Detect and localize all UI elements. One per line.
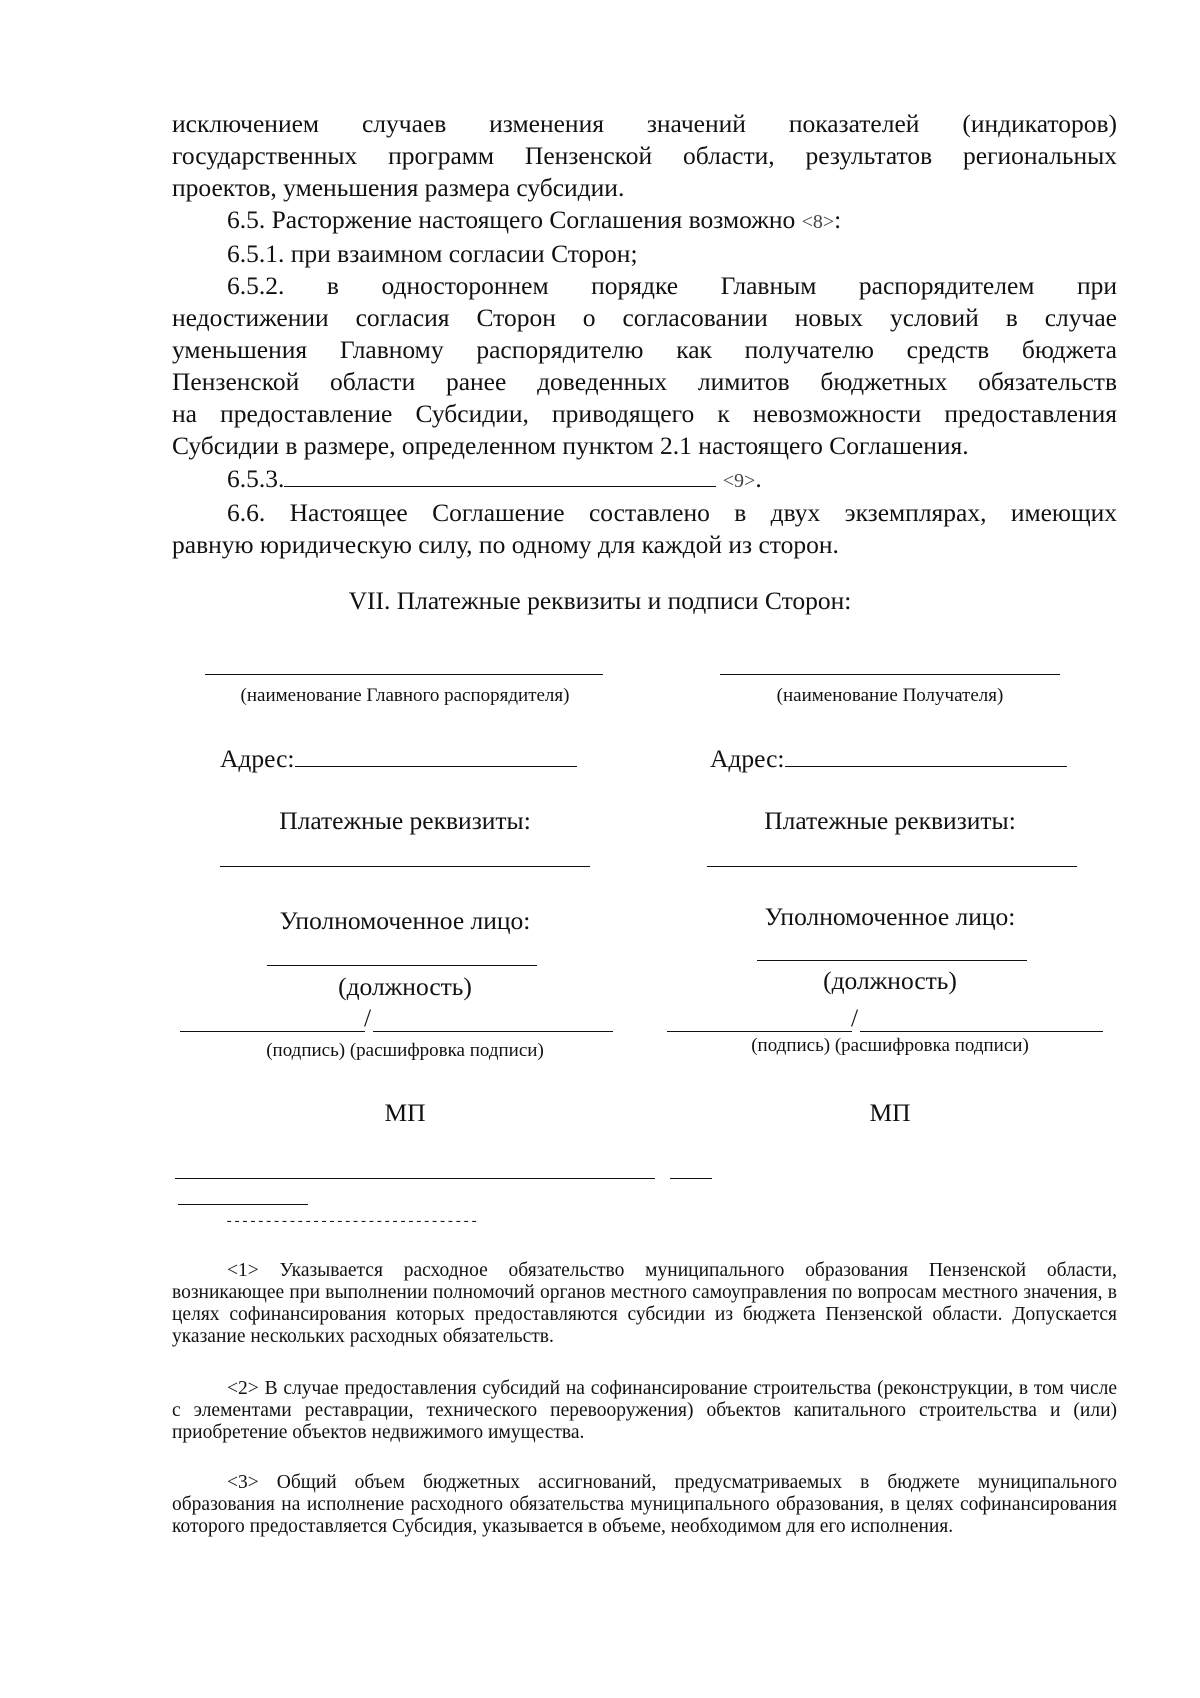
footnote-text: <3> Общий объем бюджетных ассигнований, предусматриваемых в бюджете муниципального образования на исполнение расходного обязательства муниципального образования, в целях софинансирования которого предоставляется Субсидия, указывается в объеме, необходимом для его исполнения. xyxy=(172,1472,1117,1537)
paragraph-line: государственных программ Пензенской области, результатов региональных xyxy=(172,141,1117,170)
footnote-rule-short xyxy=(670,1178,712,1179)
signature-decode-line xyxy=(373,1031,613,1032)
paragraph-line: 6.6. Настоящее Соглашение составлено в двух экземплярах, имеющих xyxy=(227,498,1117,527)
paragraph-line: проектов, уменьшения размера субсидии. xyxy=(172,173,625,202)
clause-text: 6.5. Расторжение настоящего Соглашения возможно xyxy=(227,205,796,234)
footnote-separator: -------------------------------- xyxy=(225,1214,478,1230)
name-caption: (наименование Получателя) xyxy=(776,685,1004,706)
address-label: Адрес: xyxy=(220,744,295,773)
footnote-ref: <8> xyxy=(801,211,835,233)
address-row xyxy=(220,742,577,774)
paragraph-line: Пензенской области ранее доведенных лимитов бюджетных обязательств xyxy=(172,367,1117,396)
paragraph-line: 6.5.2. в одностороннем порядке Главным распорядителем при xyxy=(227,271,1117,300)
clause-end: . xyxy=(755,464,762,493)
signature-slash: / xyxy=(851,1003,859,1032)
address-label: Адрес: xyxy=(710,744,785,773)
requisites-line xyxy=(707,866,1077,867)
signature-caption: (подпись) (расшифровка подписи) xyxy=(266,1040,544,1061)
blank-line xyxy=(284,462,716,487)
paragraph-line: исключением случаев изменения значений показателей (индикаторов) xyxy=(172,109,1117,138)
clause-end: : xyxy=(834,205,842,234)
address-row xyxy=(710,742,1067,774)
stamp-label: МП xyxy=(384,1098,426,1127)
footnote xyxy=(172,1472,1117,1538)
authorized-label: Уполномоченное лицо: xyxy=(764,902,1016,931)
requisites-line xyxy=(220,866,590,867)
authorized-label: Уполномоченное лицо: xyxy=(279,906,531,935)
signature-decode-line xyxy=(860,1031,1103,1032)
paragraph-line: недостижении согласия Сторон о согласовании новых условий в случае xyxy=(172,303,1117,332)
footnote-text: <2> В случае предоставления субсидий на софинансирование строительства (реконструкции, в том числе с элементами реставрации, технического перевооружения) объектов капитального строительства и (или) приобретение объектов недвижимого имущества. xyxy=(172,1378,1117,1443)
address-line xyxy=(295,742,577,767)
name-caption: (наименование Главного распорядителя) xyxy=(240,685,570,706)
name-line xyxy=(205,674,603,675)
paragraph-line: уменьшения Главному распорядителю как получателю средств бюджета xyxy=(172,335,1117,364)
position-caption: (должность) xyxy=(338,972,472,1001)
position-line xyxy=(267,965,537,966)
paragraph-line: равную юридическую силу, по одному для каждой из сторон. xyxy=(172,530,839,559)
requisites-label: Платежные реквизиты: xyxy=(764,806,1016,835)
footnote xyxy=(172,1260,1117,1348)
clause-6-5-1: 6.5.1. при взаимном согласии Сторон; xyxy=(227,239,638,268)
signature-slash: / xyxy=(364,1003,372,1032)
signature-line xyxy=(667,1031,852,1032)
footnote-rule-small xyxy=(178,1204,308,1205)
footnote-rule xyxy=(175,1178,655,1179)
section-title: VII. Платежные реквизиты и подписи Сторон: xyxy=(348,586,852,615)
footnote-text: <1> Указывается расходное обязательство муниципального образования Пензенской области, возникающее при выполнении полномочий органов местного самоуправления по вопросам местного значения, в целях софинансирования которых предоставляются субсидии из бюджета Пензенской области. Допускается указание нескольких расходных обязательств. xyxy=(172,1260,1117,1347)
signature-line xyxy=(180,1031,365,1032)
clause-6-5 xyxy=(172,204,1117,238)
footnote-ref: <9> xyxy=(722,470,756,492)
clause-6-5-3 xyxy=(172,462,1117,497)
name-line xyxy=(720,674,1060,675)
stamp-label: МП xyxy=(869,1098,911,1127)
clause-text: 6.5.3. xyxy=(227,464,285,493)
position-caption: (должность) xyxy=(823,966,957,995)
footnote xyxy=(172,1378,1117,1444)
body-text xyxy=(172,108,1117,561)
requisites-label: Платежные реквизиты: xyxy=(279,806,531,835)
address-line xyxy=(785,742,1067,767)
position-line xyxy=(757,960,1027,961)
paragraph-line: Субсидии в размере, определенном пунктом 2.1 настоящего Соглашения. xyxy=(172,431,969,460)
paragraph-line: на предоставление Субсидии, приводящего к невозможности предоставления xyxy=(172,399,1117,428)
signature-caption: (подпись) (расшифровка подписи) xyxy=(751,1035,1029,1056)
